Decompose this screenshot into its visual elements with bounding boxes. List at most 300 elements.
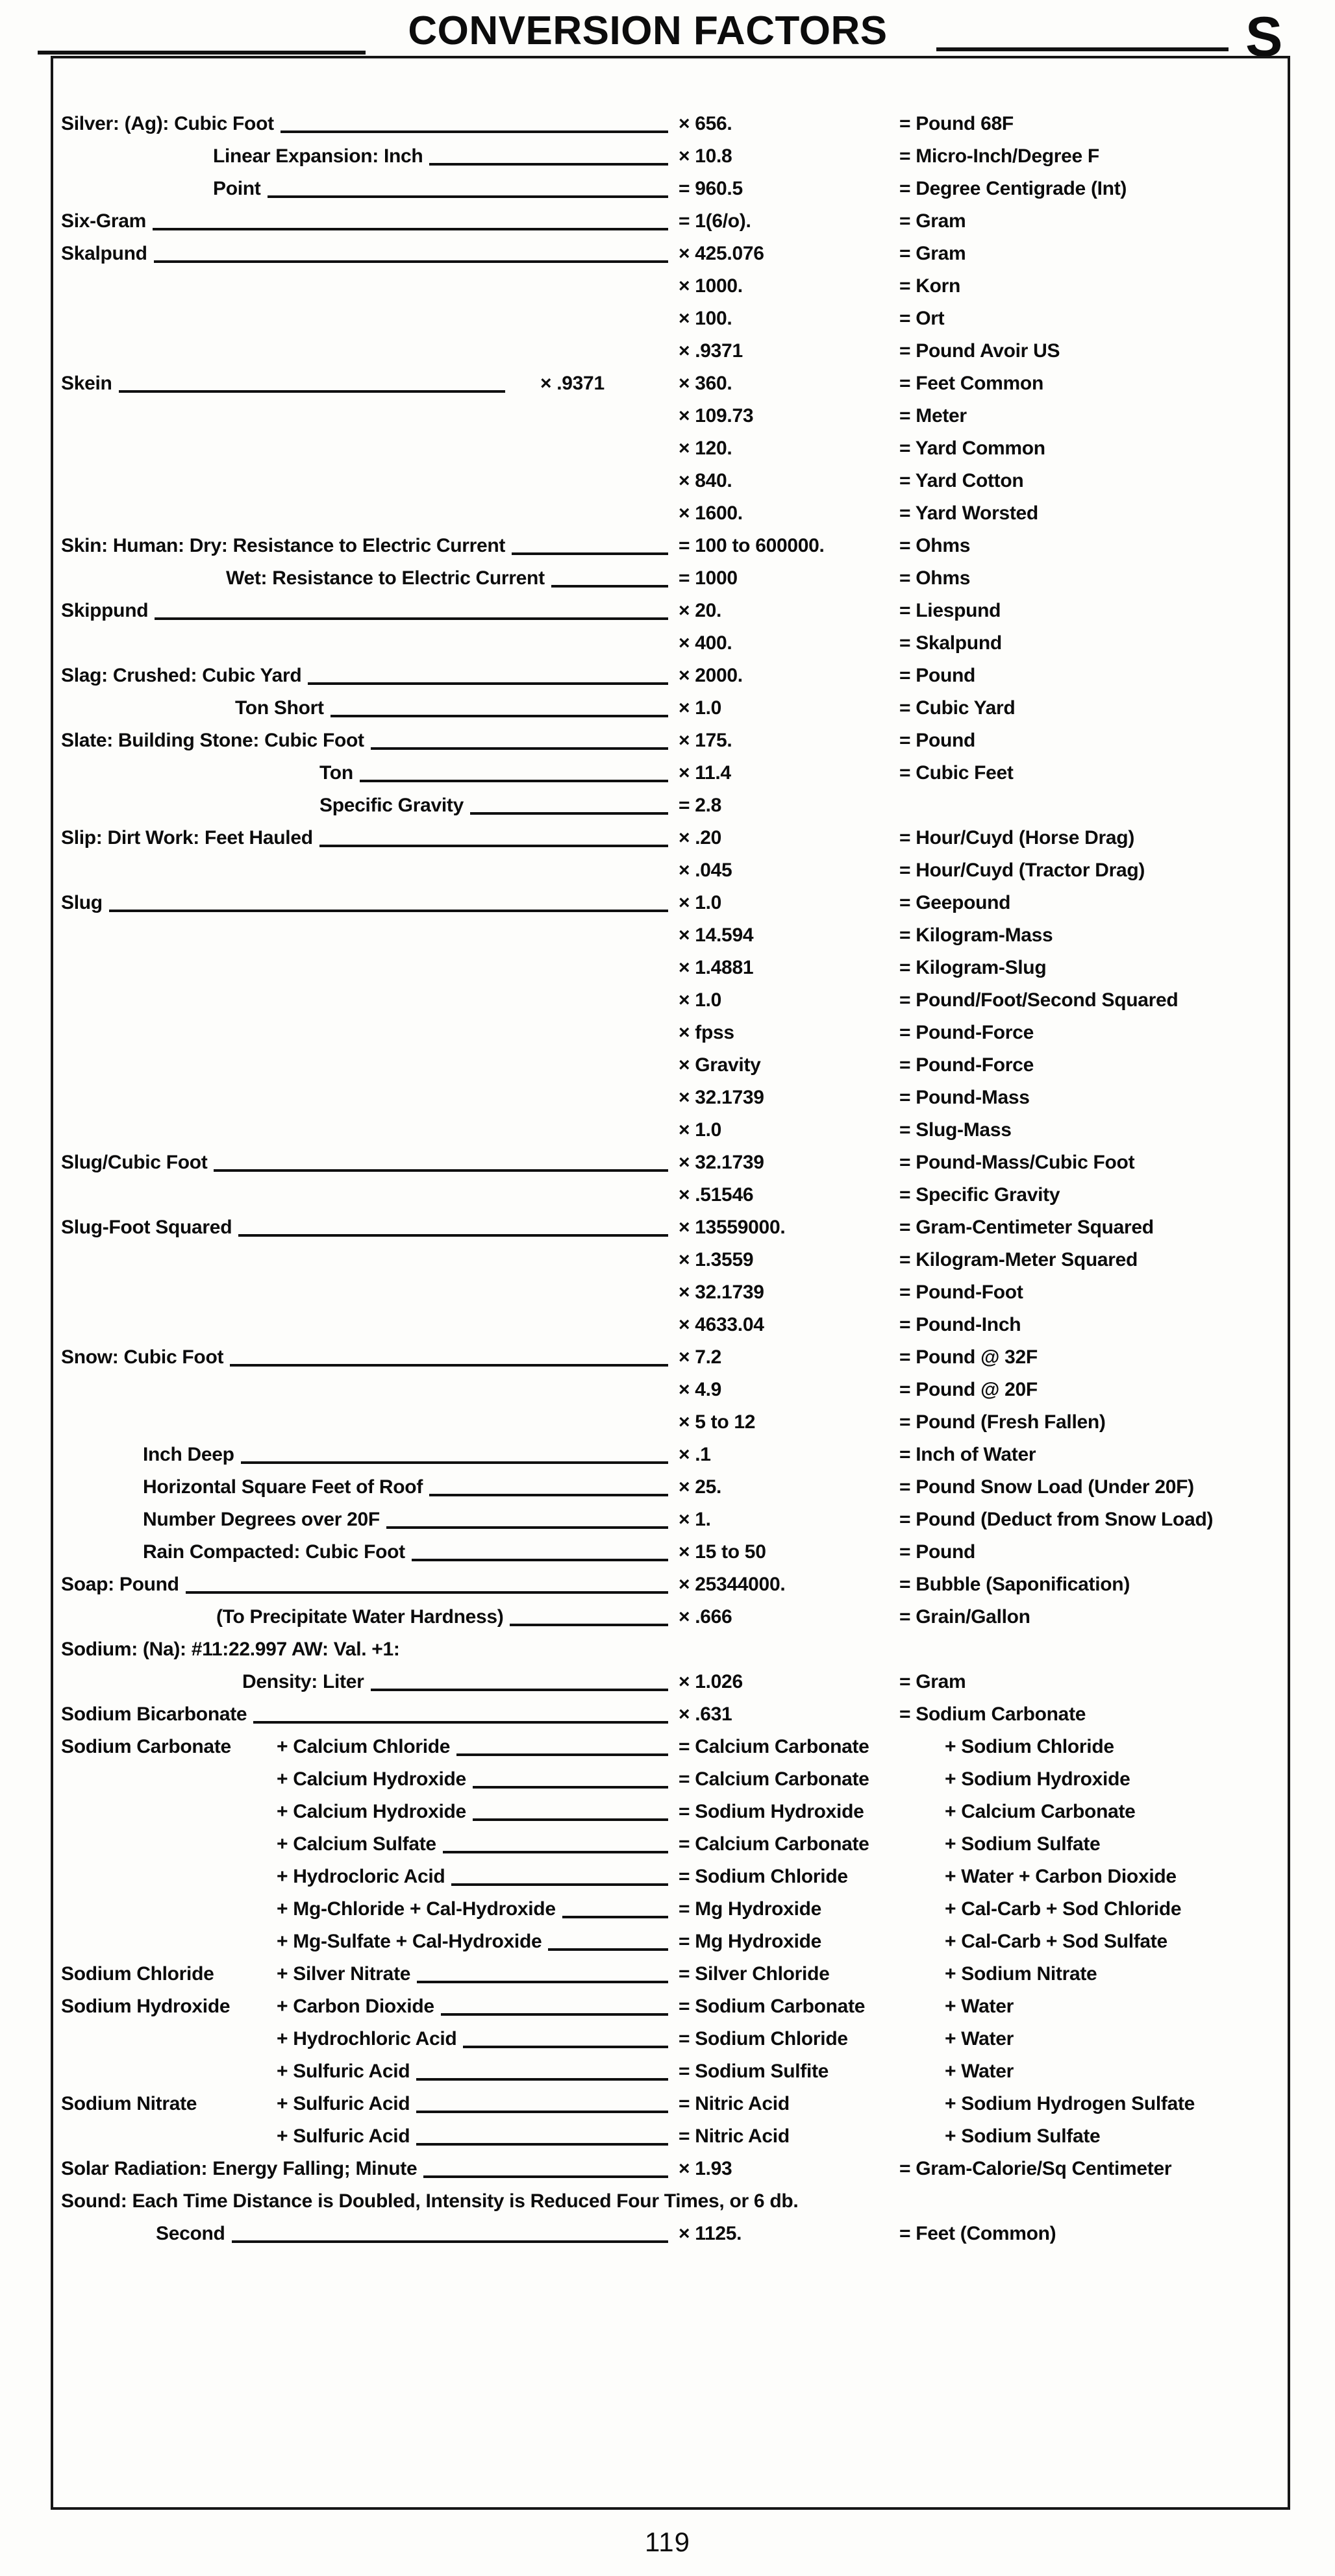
row-result: = Pound 68F <box>899 113 1014 134</box>
table-row <box>53 1309 1288 1341</box>
row-factor: × 1.0 <box>679 892 722 913</box>
row-label-group <box>61 2153 679 2185</box>
table-row <box>53 1017 1288 1049</box>
row-label: + Mg-Chloride + Cal-Hydroxide <box>277 1898 556 1920</box>
row-result: + Sodium Hydroxide <box>945 1768 1130 1790</box>
row-label-group <box>61 822 679 854</box>
table-row <box>53 1828 1288 1861</box>
table-row <box>53 1471 1288 1504</box>
row-label-group <box>61 1536 679 1568</box>
row-label-group <box>61 270 679 303</box>
row-label: Horizontal Square Feet of Roof <box>143 1476 423 1498</box>
row-result: = Pound <box>899 1541 976 1563</box>
row-label-group <box>61 1341 679 1374</box>
table-row <box>53 2218 1288 2250</box>
row-label-group <box>61 1601 679 1633</box>
row-label-group <box>61 2120 679 2153</box>
row-result: = Specific Gravity <box>899 1184 1060 1206</box>
leader-line <box>331 715 668 717</box>
row-factor: × 840. <box>679 470 732 491</box>
row-result: = Slug-Mass <box>899 1119 1012 1141</box>
leader-line <box>153 228 668 230</box>
row-label-group <box>61 919 679 952</box>
table-row <box>53 1568 1288 1601</box>
row-result: = Geepound <box>899 892 1011 913</box>
row-label: + Sulfuric Acid <box>277 2061 410 2082</box>
leader-line <box>443 1851 668 1853</box>
row-label: Slate: Building Stone: Cubic Foot <box>61 730 364 751</box>
leader-line <box>423 2175 668 2178</box>
row-label: Number Degrees over 20F <box>143 1509 380 1530</box>
row-label-group <box>61 1926 679 1958</box>
row-factor: × 5 to 12 <box>679 1411 756 1433</box>
row-result: = Bubble (Saponification) <box>899 1574 1130 1595</box>
table-row <box>53 173 1288 205</box>
table-row <box>53 1666 1288 1698</box>
table-row <box>53 1990 1288 2023</box>
row-result: = Pound <box>899 665 976 686</box>
row-label-group <box>61 1893 679 1926</box>
row-factor: = Mg Hydroxide <box>679 1898 822 1920</box>
row-label: Soap: Pound <box>61 1574 179 1595</box>
row-label: Slug-Foot Squared <box>61 1217 232 1238</box>
leader-line <box>268 195 669 198</box>
row-label: Inch Deep <box>143 1444 234 1465</box>
leader-line <box>416 2143 668 2146</box>
row-label: Skein <box>61 373 112 394</box>
row-factor: = Sodium Chloride <box>679 2028 848 2050</box>
row-label-group <box>61 854 679 887</box>
table-row <box>53 400 1288 432</box>
row-label: + Hydrocloric Acid <box>277 1866 445 1887</box>
leader-line <box>386 1526 668 1529</box>
leader-line <box>232 2240 668 2243</box>
table-row <box>53 1082 1288 1114</box>
row-result: + Water <box>945 2061 1014 2082</box>
table-row <box>53 627 1288 660</box>
row-label-group <box>61 660 679 692</box>
page-title: CONVERSION FACTORS <box>408 8 888 53</box>
table-row <box>53 887 1288 919</box>
row-factor: = Silver Chloride <box>679 1963 830 1985</box>
row-label-group <box>61 789 679 822</box>
row-label-group <box>61 595 679 627</box>
row-label-group <box>61 2218 679 2250</box>
row-factor: = Sodium Sulfite <box>679 2061 829 2082</box>
table-row <box>53 465 1288 497</box>
row-head-label: Sodium Chloride <box>61 1963 214 1985</box>
table-row <box>53 1211 1288 1244</box>
row-label-group <box>61 400 679 432</box>
row-label-group <box>61 1244 679 1276</box>
row-label: + Calcium Sulfate <box>277 1833 436 1855</box>
row-label-group <box>61 2055 679 2088</box>
row-result: + Water <box>945 1996 1014 2017</box>
leader-line <box>416 2111 668 2113</box>
row-label-group <box>61 1471 679 1504</box>
row-factor: = Nitric Acid <box>679 2093 790 2114</box>
row-label-group <box>61 2023 679 2055</box>
table-row <box>53 367 1288 400</box>
row-result: = Hour/Cuyd (Tractor Drag) <box>899 860 1145 881</box>
row-label: Snow: Cubic Foot <box>61 1346 224 1368</box>
leader-line <box>412 1559 668 1561</box>
row-factor: × 656. <box>679 113 732 134</box>
leader-line <box>548 1948 668 1951</box>
row-result: = Kilogram-Mass <box>899 924 1053 946</box>
leader-line <box>473 1818 668 1821</box>
leader-line <box>470 812 668 815</box>
row-result: = Pound/Foot/Second Squared <box>899 989 1179 1011</box>
row-factor: × 1.0 <box>679 697 722 719</box>
row-result: + Sodium Chloride <box>945 1736 1114 1757</box>
leader-line <box>360 780 668 782</box>
table-row <box>53 1374 1288 1406</box>
table-row <box>53 1179 1288 1211</box>
row-label-group <box>61 1828 679 1861</box>
row-factor: = Sodium Hydroxide <box>679 1801 864 1822</box>
row-label-group <box>61 1211 679 1244</box>
row-label-group <box>61 1082 679 1114</box>
row-label: Wet: Resistance to Electric Current <box>226 567 545 589</box>
leader-line <box>429 1494 668 1496</box>
row-label: Slug/Cubic Foot <box>61 1152 208 1173</box>
row-result: = Ort <box>899 308 945 329</box>
table-row <box>53 1406 1288 1439</box>
leader-line <box>155 617 668 620</box>
row-factor: × 360. <box>679 373 732 394</box>
row-factor: × 109.73 <box>679 405 754 427</box>
table-row <box>53 757 1288 789</box>
leader-line <box>119 390 505 393</box>
row-label-group <box>61 757 679 789</box>
row-label: + Mg-Sulfate + Cal-Hydroxide <box>277 1931 542 1952</box>
leader-line <box>308 682 668 685</box>
table-row <box>53 2185 1288 2218</box>
table-row <box>53 108 1288 140</box>
table-row <box>53 822 1288 854</box>
table-row <box>53 1601 1288 1633</box>
row-factor: × 32.1739 <box>679 1282 764 1303</box>
row-label: Slip: Dirt Work: Feet Hauled <box>61 827 313 848</box>
row-label-group <box>61 1504 679 1536</box>
row-label-group <box>61 1633 679 1666</box>
row-label: Ton Short <box>235 697 324 719</box>
row-label-group <box>61 1796 679 1828</box>
table-row <box>53 1796 1288 1828</box>
row-result: = Gram <box>899 1671 966 1692</box>
row-label-group <box>61 432 679 465</box>
row-head-label: Sodium Carbonate <box>61 1736 231 1757</box>
row-result: + Water + Carbon Dioxide <box>945 1866 1177 1887</box>
row-result: = Meter <box>899 405 967 427</box>
row-result: = Micro-Inch/Degree F <box>899 145 1099 167</box>
row-result: + Sodium Sulfate <box>945 2125 1101 2147</box>
row-factor: × Gravity <box>679 1054 761 1076</box>
row-factor: = Calcium Carbonate <box>679 1768 869 1790</box>
row-factor: × fpss <box>679 1022 734 1043</box>
row-label: + Carbon Dioxide <box>277 1996 434 2017</box>
table-row <box>53 2153 1288 2185</box>
row-factor: × 13559000. <box>679 1217 786 1238</box>
row-factor: × .20 <box>679 827 722 848</box>
row-result: = Pound-Force <box>899 1022 1034 1043</box>
row-factor: = Sodium Carbonate <box>679 1996 866 2017</box>
row-factor: × 25. <box>679 1476 722 1498</box>
row-factor: × 1.0 <box>679 1119 722 1141</box>
row-factor: = Sodium Chloride <box>679 1866 848 1887</box>
row-label-group <box>61 1049 679 1082</box>
row-label-group <box>61 530 679 562</box>
row-result: = Pound-Mass <box>899 1087 1030 1108</box>
table-row <box>53 854 1288 887</box>
table-row <box>53 1731 1288 1763</box>
row-label-group <box>61 108 679 140</box>
table-row <box>53 1276 1288 1309</box>
row-label-group <box>61 1374 679 1406</box>
row-label: + Sulfuric Acid <box>277 2125 410 2147</box>
row-result: = Sodium Carbonate <box>899 1703 1086 1725</box>
row-factor: × .51546 <box>679 1184 754 1206</box>
row-label-group <box>61 1114 679 1146</box>
table-row <box>53 1439 1288 1471</box>
row-label: Density: Liter <box>242 1671 364 1692</box>
row-factor: × .666 <box>679 1606 732 1628</box>
row-result: + Water <box>945 2028 1014 2050</box>
table-row <box>53 530 1288 562</box>
table-row <box>53 1244 1288 1276</box>
row-factor: × 1.93 <box>679 2158 732 2179</box>
table-row <box>53 2088 1288 2120</box>
leader-line <box>441 2013 668 2016</box>
row-result: = Korn <box>899 275 961 297</box>
leader-line <box>109 910 668 912</box>
leader-line <box>417 1981 668 1983</box>
row-label: Second <box>156 2223 225 2244</box>
table-row <box>53 2055 1288 2088</box>
row-factor: × .631 <box>679 1703 732 1725</box>
title-rule-left <box>38 51 366 55</box>
row-factor: = 2.8 <box>679 795 722 816</box>
row-factor: = 960.5 <box>679 178 743 199</box>
row-factor: × 14.594 <box>679 924 754 946</box>
row-label: + Sulfuric Acid <box>277 2093 410 2114</box>
row-result: = Pound Snow Load (Under 20F) <box>899 1476 1194 1498</box>
row-result: = Pound @ 32F <box>899 1346 1038 1368</box>
row-result: = Pound (Deduct from Snow Load) <box>899 1509 1214 1530</box>
leader-line <box>510 1624 668 1626</box>
table-row <box>53 1861 1288 1893</box>
row-result: = Pound (Fresh Fallen) <box>899 1411 1106 1433</box>
row-label-group <box>61 1276 679 1309</box>
row-result: = Gram-Calorie/Sq Centimeter <box>899 2158 1172 2179</box>
row-label-group <box>61 1146 679 1179</box>
row-label-group <box>61 173 679 205</box>
table-row <box>53 724 1288 757</box>
row-result: = Liespund <box>899 600 1001 621</box>
row-result: + Sodium Sulfate <box>945 1833 1101 1855</box>
row-factor: = 100 to 600000. <box>679 535 825 556</box>
leader-line <box>238 1234 668 1237</box>
table-row <box>53 562 1288 595</box>
leader-line <box>319 845 668 847</box>
row-label-group <box>61 2185 799 2218</box>
row-factor: × 1. <box>679 1509 711 1530</box>
row-factor: = Nitric Acid <box>679 2125 790 2147</box>
row-label: Silver: (Ag): Cubic Foot <box>61 113 274 134</box>
row-label: Six-Gram <box>61 210 146 232</box>
row-factor: × 4633.04 <box>679 1314 764 1335</box>
row-label: Skalpund <box>61 243 147 264</box>
row-factor: × 1000. <box>679 275 743 297</box>
row-label: Slug <box>61 892 103 913</box>
row-factor: = Calcium Carbonate <box>679 1736 869 1757</box>
table-row <box>53 1504 1288 1536</box>
row-label: Specific Gravity <box>319 795 464 816</box>
row-label: + Silver Nitrate <box>277 1963 411 1985</box>
row-label-group <box>61 1698 679 1731</box>
row-result: = Grain/Gallon <box>899 1606 1030 1628</box>
table-row <box>53 270 1288 303</box>
row-factor: × .045 <box>679 860 732 881</box>
table-row <box>53 1536 1288 1568</box>
table-row <box>53 1893 1288 1926</box>
row-result: = Kilogram-Meter Squared <box>899 1249 1138 1270</box>
row-factor: × 4.9 <box>679 1379 722 1400</box>
row-result: = Gram <box>899 210 966 232</box>
row-result: = Yard Cotton <box>899 470 1024 491</box>
row-label: + Calcium Hydroxide <box>277 1801 466 1822</box>
row-factor: × 1125. <box>679 2223 742 2244</box>
row-label: Linear Expansion: Inch <box>213 145 423 167</box>
row-factor: × 100. <box>679 308 732 329</box>
conversion-table-box <box>51 56 1290 2510</box>
row-result: = Inch of Water <box>899 1444 1036 1465</box>
leader-line <box>241 1461 668 1464</box>
row-label-group <box>61 367 516 400</box>
leader-line <box>416 2078 668 2081</box>
row-label-group <box>61 952 679 984</box>
row-label-group <box>61 1179 679 1211</box>
row-factor: = Calcium Carbonate <box>679 1833 869 1855</box>
row-factor: × 10.8 <box>679 145 732 167</box>
table-row <box>53 1633 1288 1666</box>
leader-line <box>473 1786 668 1789</box>
row-factor: = Mg Hydroxide <box>679 1931 822 1952</box>
table-row <box>53 497 1288 530</box>
row-factor: × 1.026 <box>679 1671 743 1692</box>
table-row <box>53 919 1288 952</box>
conversion-rows <box>53 108 1288 2250</box>
table-row <box>53 1049 1288 1082</box>
row-factor: × 425.076 <box>679 243 764 264</box>
table-row <box>53 1763 1288 1796</box>
row-factor: × .9371 <box>679 340 743 362</box>
table-row <box>53 432 1288 465</box>
row-label-group <box>61 497 679 530</box>
row-result: = Ohms <box>899 535 971 556</box>
row-label-group <box>61 1017 679 1049</box>
table-row <box>53 1698 1288 1731</box>
row-result: = Degree Centigrade (Int) <box>899 178 1127 199</box>
section-letter-tab: S <box>1245 6 1283 68</box>
table-row <box>53 1958 1288 1990</box>
row-result: + Calcium Carbonate <box>945 1801 1136 1822</box>
row-factor: × 32.1739 <box>679 1152 764 1173</box>
row-label: + Calcium Chloride <box>277 1736 451 1757</box>
row-extra-factor: × .9371 <box>540 373 605 394</box>
row-factor: × 2000. <box>679 665 743 686</box>
row-label: Sodium Bicarbonate <box>61 1703 247 1725</box>
leader-line <box>371 1689 668 1691</box>
row-result: = Pound @ 20F <box>899 1379 1038 1400</box>
row-factor: × 7.2 <box>679 1346 722 1368</box>
row-result: = Kilogram-Slug <box>899 957 1047 978</box>
leader-line <box>371 747 668 750</box>
row-factor: × 1.4881 <box>679 957 754 978</box>
row-factor: × .1 <box>679 1444 711 1465</box>
leader-line <box>230 1364 668 1367</box>
leader-line <box>429 163 668 166</box>
table-row <box>53 789 1288 822</box>
row-label-group <box>61 562 679 595</box>
row-result: = Yard Common <box>899 438 1045 459</box>
row-factor: × 1.0 <box>679 989 722 1011</box>
row-result: = Pound-Mass/Cubic Foot <box>899 1152 1135 1173</box>
row-result: = Yard Worsted <box>899 502 1038 524</box>
row-result: = Pound Avoir US <box>899 340 1060 362</box>
row-label-group <box>61 465 679 497</box>
leader-line <box>154 260 668 263</box>
row-result: = Pound-Foot <box>899 1282 1023 1303</box>
row-label-group <box>61 1406 679 1439</box>
row-result: + Cal-Carb + Sod Sulfate <box>945 1931 1167 1952</box>
row-result: = Cubic Feet <box>899 762 1014 784</box>
row-label: Sound: Each Time Distance is Doubled, Intensity is Reduced Four Times, or 6 db. <box>61 2190 799 2212</box>
table-row <box>53 2120 1288 2153</box>
row-label-group <box>61 887 679 919</box>
table-row <box>53 303 1288 335</box>
row-result: = Pound <box>899 730 976 751</box>
title-rule-right <box>936 47 1229 51</box>
row-label-group <box>61 1309 679 1341</box>
leader-line <box>253 1721 668 1724</box>
row-label-group <box>61 205 679 238</box>
row-label: + Calcium Hydroxide <box>277 1768 466 1790</box>
table-row <box>53 1341 1288 1374</box>
row-factor: × 120. <box>679 438 732 459</box>
row-factor: × 11.4 <box>679 762 731 784</box>
row-result: + Sodium Hydrogen Sulfate <box>945 2093 1195 2114</box>
row-result: = Skalpund <box>899 632 1002 654</box>
row-label-group <box>61 627 679 660</box>
row-label-group <box>61 984 679 1017</box>
row-label-group <box>61 1439 679 1471</box>
row-result: = Feet (Common) <box>899 2223 1056 2244</box>
row-factor: × 32.1739 <box>679 1087 764 1108</box>
row-label: Point <box>213 178 261 199</box>
row-label-group <box>61 1666 679 1698</box>
row-factor: × 400. <box>679 632 732 654</box>
row-label: Rain Compacted: Cubic Foot <box>143 1541 405 1563</box>
row-result: + Cal-Carb + Sod Chloride <box>945 1898 1182 1920</box>
row-factor: = 1000 <box>679 567 738 589</box>
row-label-group <box>61 724 679 757</box>
row-label-group <box>61 1861 679 1893</box>
row-label: + Hydrochloric Acid <box>277 2028 457 2050</box>
row-label: Sodium: (Na): #11:22.997 AW: Val. +1: <box>61 1639 400 1660</box>
table-row <box>53 1114 1288 1146</box>
